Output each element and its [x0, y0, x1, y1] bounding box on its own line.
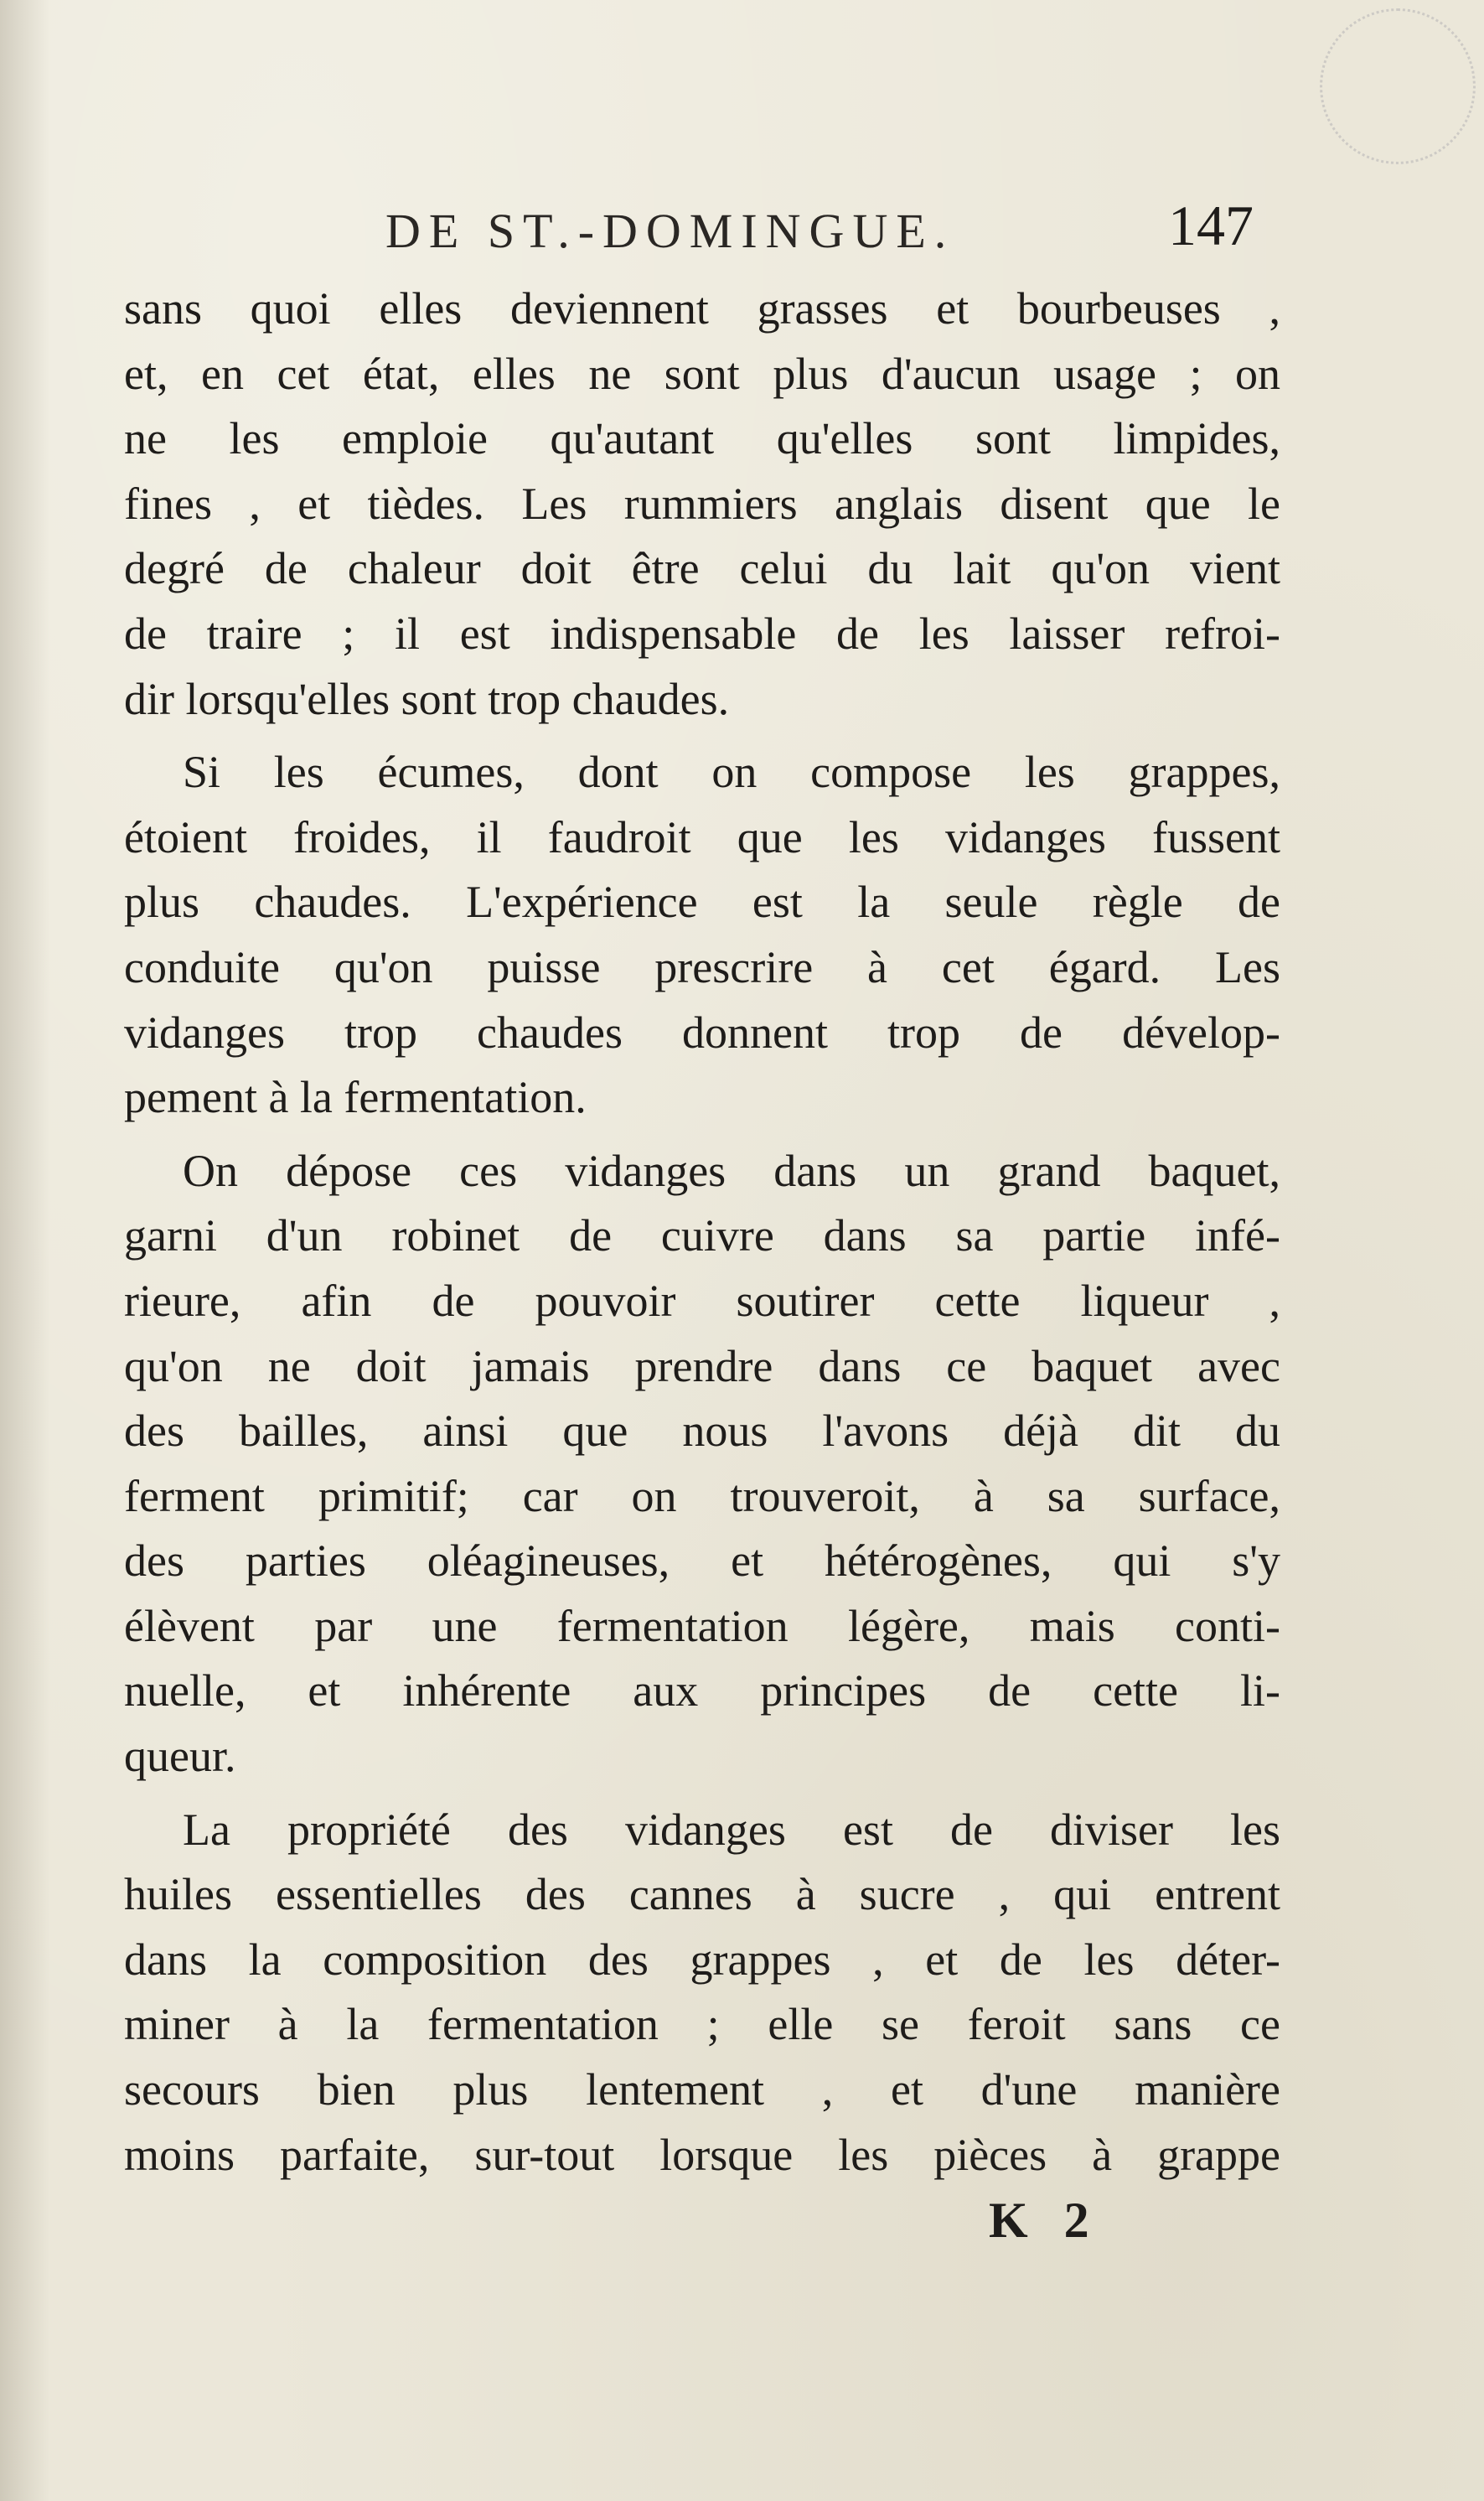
gutter-shadow — [0, 0, 50, 2501]
signature-mark: K 2 — [989, 2193, 1101, 2248]
text-line: des bailles, ainsi que nous l'avons déjà dit du — [124, 1406, 1280, 1457]
text-line: conduite qu'on puisse prescrire à cet égard. Les — [124, 941, 1280, 992]
text-line: miner à la fermentation ; elle se feroit sans ce — [124, 1999, 1280, 2050]
text-line: On dépose ces vidanges dans un grand baquet, — [183, 1145, 1280, 1196]
text-line: et, en cet état, elles ne sont plus d'aucun usage ; on — [124, 348, 1280, 399]
text-line: Si les écumes, dont on compose les grappes, — [183, 747, 1280, 798]
text-line: étoient froides, il faudroit que les vidanges fussent — [124, 811, 1280, 862]
text-line: vidanges trop chaudes donnent trop de dévelop- — [124, 1007, 1280, 1058]
body-text — [124, 277, 1280, 2188]
text-line: degré de chaleur doit être celui du lait qu'on vient — [124, 543, 1280, 594]
text-line: huiles essentielles des cannes à sucre , qui entrent — [124, 1869, 1280, 1920]
text-line: fines , et tièdes. Les rummiers anglais disent que le — [124, 478, 1280, 529]
text-line: pement à la fermentation. — [124, 1072, 587, 1123]
text-line: garni d'un robinet de cuivre dans sa partie infé- — [124, 1210, 1280, 1261]
page-number: 147 — [1168, 194, 1254, 257]
text-line: dir lorsqu'elles sont trop chaudes. — [124, 673, 730, 724]
text-line: plus chaudes. L'expérience est la seule règle de — [124, 877, 1280, 928]
library-stamp — [1320, 8, 1476, 164]
page-header — [0, 193, 1484, 260]
text-line: rieure, afin de pouvoir soutirer cette liqueur , — [124, 1275, 1280, 1326]
text-line: queur. — [124, 1731, 236, 1782]
text-line: moins parfaite, sur-tout lorsque les pièces à grappe — [124, 2129, 1280, 2180]
text-line: ferment primitif; car on trouveroit, à sa surface, — [124, 1470, 1280, 1521]
running-head: DE ST.-DOMINGUE. — [385, 204, 955, 258]
text-line: ne les emploie qu'autant qu'elles sont limpides, — [124, 413, 1280, 464]
text-line: des parties oléagineuses, et hétérogènes, qui s'y — [124, 1535, 1280, 1587]
text-line: nuelle, et inhérente aux principes de cette li- — [124, 1665, 1280, 1717]
text-line: qu'on ne doit jamais prendre dans ce baquet avec — [124, 1340, 1280, 1391]
text-line: dans la composition des grappes , et de les déter- — [124, 1934, 1280, 1985]
text-line: sans quoi elles deviennent grasses et bourbeuses , — [124, 283, 1280, 334]
text-line: La propriété des vidanges est de diviser les — [183, 1804, 1280, 1855]
text-line: de traire ; il est indispensable de les laisser refroi- — [124, 608, 1280, 659]
text-line: élèvent par une fermentation légère, mais conti- — [124, 1600, 1280, 1651]
text-line: secours bien plus lentement , et d'une manière — [124, 2064, 1280, 2115]
